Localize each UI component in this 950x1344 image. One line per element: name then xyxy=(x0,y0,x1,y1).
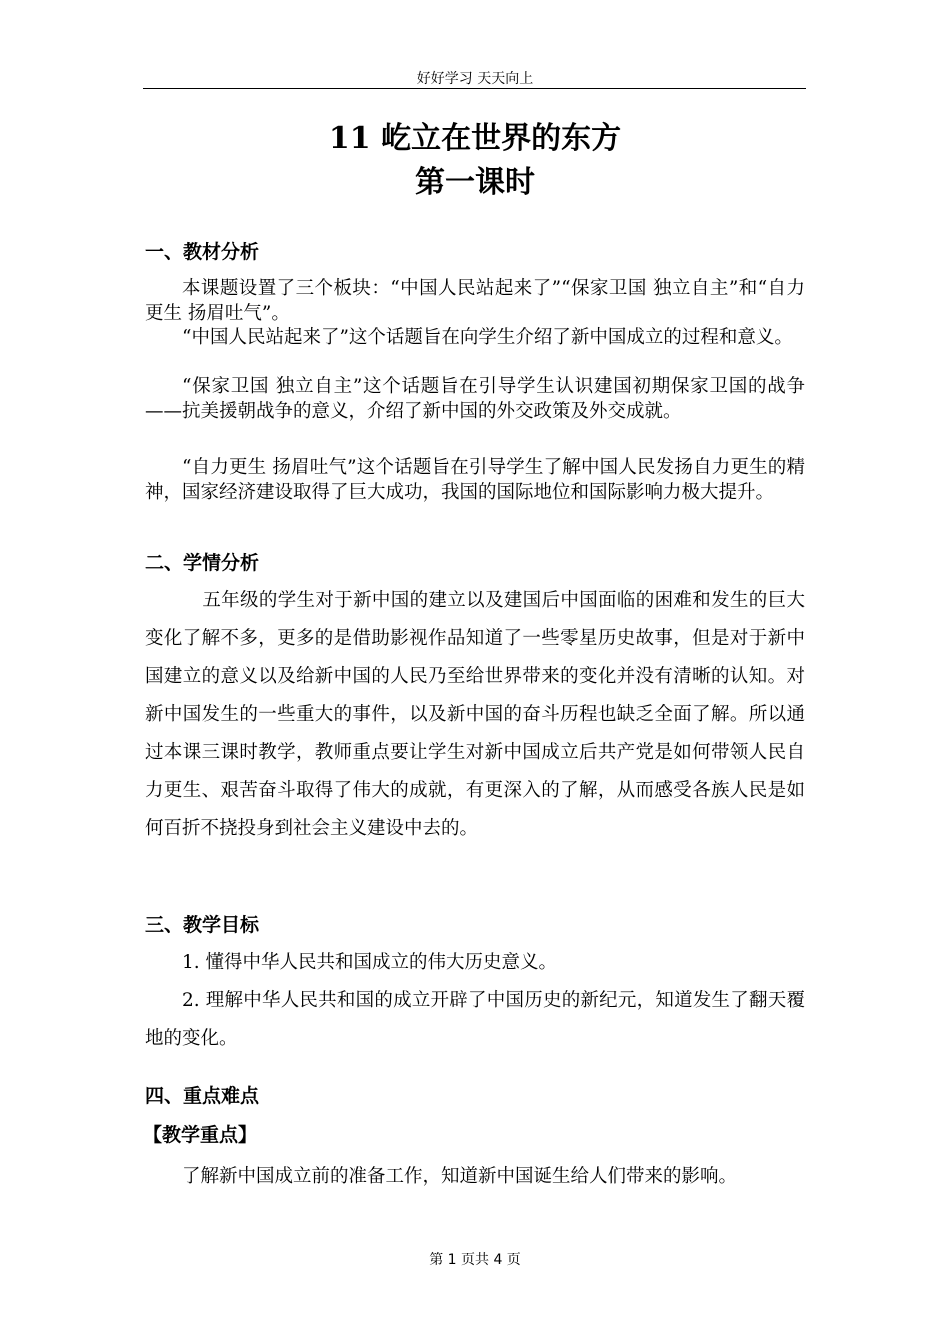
paragraph: 五年级的学生对于新中国的建立以及建国后中国面临的困难和发生的巨大变化了解不多，更多的是借助影视作品知道了一些零星历史故事，但是对于新中国建立的意义以及给新中国的人民乃至给世界带来的变化并没有清晰的认知。对新中国发生的一些重大的事件，以及新中国的奋斗历程也缺乏全面了解。所以通过本课三课时教学，教师重点要让学生对新中国成立后共产党是如何带领人民自力更生、艰苦奋斗取得了伟大的成就，有更深入的了解，从而感受各族人民是如何百折不挠投身到社会主义建设中去的。 xyxy=(145,590,805,839)
goal-item: 2. 理解中华人民共和国的成立开辟了中国历史的新纪元，知道发生了翻天覆地的变化。 xyxy=(145,990,805,1049)
lesson-title: 11 屹立在世界的东方 xyxy=(328,121,622,156)
paragraph: “自力更生 扬眉吐气”这个话题旨在引导学生了解中国人民发扬自力更生的精神，国家经济建设取得了巨大成功，我国的国际地位和国际影响力极大提升。 xyxy=(145,457,805,503)
page-footer: 第 1 页共 4 页 xyxy=(429,1252,521,1268)
header-divider xyxy=(143,88,806,89)
subheading-teaching-focus: 【教学重点】 xyxy=(143,1124,258,1146)
paragraph: 了解新中国成立前的准备工作，知道新中国诞生给人们带来的影响。 xyxy=(182,1166,738,1187)
paragraph: “保家卫国 独立自主”这个话题旨在引导学生认识建国初期保家卫国的战争——抗美援朝战争的意义，介绍了新中国的外交政策及外交成就。 xyxy=(145,376,805,422)
section-heading-textbook-analysis: 一、教材分析 xyxy=(145,241,260,263)
lesson-subtitle: 第一课时 xyxy=(415,165,535,200)
paragraph: 本课题设置了三个板块：“中国人民站起来了”“保家卫国 独立自主”和“自力更生 扬眉吐气”。 xyxy=(145,278,805,324)
paragraph: “中国人民站起来了”这个话题旨在向学生介绍了新中国成立的过程和意义。 xyxy=(182,327,793,348)
section-heading-teaching-goals: 三、教学目标 xyxy=(145,914,260,936)
section-heading-student-analysis: 二、学情分析 xyxy=(145,552,260,574)
page-header: 好好学习 天天向上 xyxy=(416,71,534,87)
goal-item: 1. 懂得中华人民共和国成立的伟大历史意义。 xyxy=(182,952,558,973)
section-heading-key-points: 四、重点难点 xyxy=(145,1085,260,1107)
